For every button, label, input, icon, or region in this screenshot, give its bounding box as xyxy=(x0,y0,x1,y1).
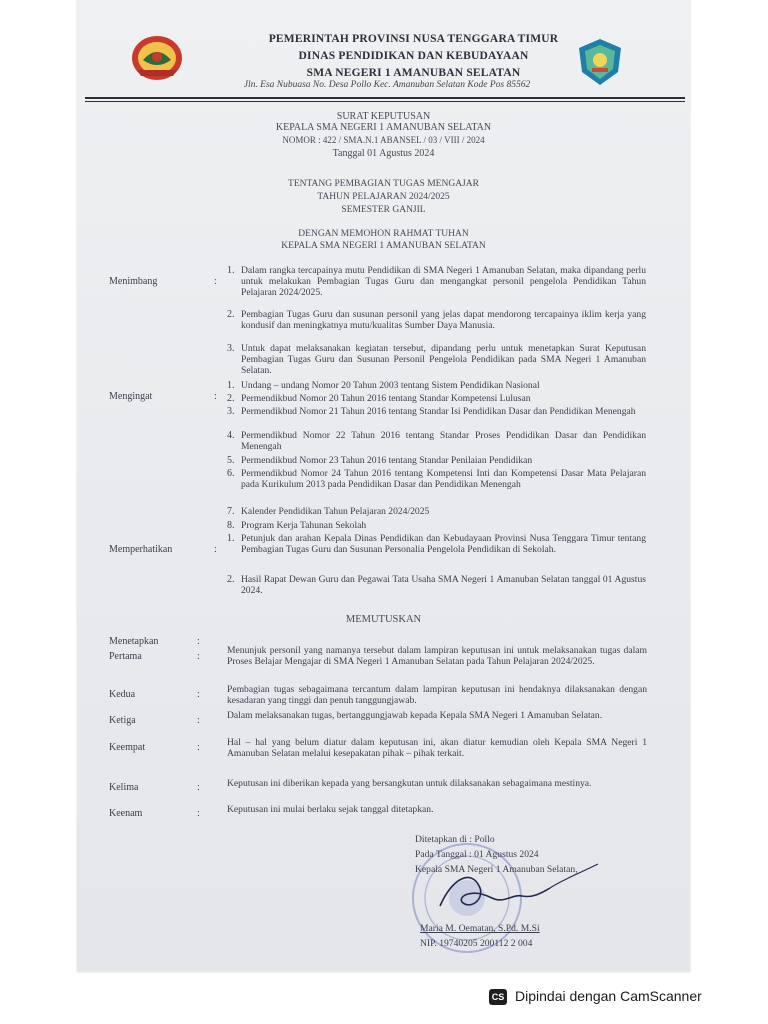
list-number: 1. xyxy=(227,380,235,391)
grace-line-2: KEPALA SMA NEGERI 1 AMANUBAN SELATAN xyxy=(281,241,486,251)
decree-title: SURAT KEPUTUSAN xyxy=(336,111,431,122)
mengingat-item: Permendikbud Nomor 21 Tahun 2016 tentang Standar Isi Pendidikan Dasar dan Pendidikan Menengah xyxy=(241,406,636,417)
signatory-nip: NIP. 19740205 200112 2 004 xyxy=(420,938,533,949)
letterhead-divider-thin xyxy=(85,101,685,102)
decision-text: Keputusan ini diberikan kepada yang bersangkutan untuk dilaksanakan sebagaimana mestinya. xyxy=(227,778,592,789)
section-colon: : xyxy=(197,782,200,793)
menimbang-item: Pembagian Tugas Guru dan susunan personil yang jelas dapat mendorong tercapainya iklim kerja yang kondusif dan meningkatnya mutu/kualitas Sumber Daya Manusia. xyxy=(241,309,646,332)
section-label-menimbang: Menimbang xyxy=(109,276,158,287)
list-number: 1. xyxy=(227,533,235,544)
camscanner-watermark xyxy=(485,981,755,1013)
decision-label: Keenam xyxy=(109,808,143,819)
grace-line-1: DENGAN MEMOHON RAHMAT TUHAN xyxy=(298,229,469,239)
scanned-document xyxy=(77,0,690,972)
mengingat-item: Permendikbud Nomor 23 Tahun 2016 tentang Standar Penilaian Pendidikan xyxy=(241,455,533,466)
mengingat-item: Permendikbud Nomor 22 Tahun 2016 tentang Standar Proses Pendidikan Dasar dan Pendidikan Menengah xyxy=(241,430,646,453)
subject-line-3: SEMESTER GANJIL xyxy=(341,205,426,215)
decision-label: Kelima xyxy=(109,782,139,793)
section-colon: : xyxy=(197,715,200,726)
section-colon: : xyxy=(197,689,200,700)
menimbang-item: Dalam rangka tercapainya mutu Pendidikan di SMA Negeri 1 Amanuban Selatan, maka dipandang perlu untuk melakukan Pembagian Tugas Guru dan mengangkat personil pengelola Pendidikan Tahun Pelajaran 2024/2025. xyxy=(241,265,646,299)
camscanner-icon: CS xyxy=(489,989,507,1005)
mengingat-item: Permendikbud Nomor 20 Tahun 2016 tentang Standar Kompetensi Lulusan xyxy=(241,393,531,404)
list-number: 8. xyxy=(227,520,235,531)
mengingat-item: Permendikbud Nomor 24 Tahun 2016 tentang Kompetensi Inti dan Kompetensi Dasar Mata Pelajaran pada Kurikulum 2013 pada Pendidikan Dasar dan Pendidikan Menengah xyxy=(241,468,646,491)
list-number: 3. xyxy=(227,406,235,417)
signature-place: Ditetapkan di : Pollo xyxy=(415,834,495,845)
mengingat-item: Program Kerja Tahunan Sekolah xyxy=(241,520,367,531)
section-colon: : xyxy=(214,544,217,555)
memperhatikan-item: Hasil Rapat Dewan Guru dan Pegawai Tata Usaha SMA Negeri 1 Amanuban Selatan tanggal 01 Agustus 2024. xyxy=(241,574,646,597)
subject-line-1: TENTANG PEMBAGIAN TUGAS MENGAJAR xyxy=(288,179,479,189)
section-colon: : xyxy=(197,742,200,753)
decree-date: Tanggal 01 Agustus 2024 xyxy=(332,148,435,159)
signature-date: Pada Tanggal : 01 Agustus 2024 xyxy=(415,849,539,860)
section-label-memperhatikan: Memperhatikan xyxy=(109,544,173,555)
list-number: 2. xyxy=(227,393,235,404)
section-colon: : xyxy=(197,636,200,647)
list-number: 5. xyxy=(227,455,235,466)
decision-label: Kedua xyxy=(109,689,136,700)
decision-text: Hal – hal yang belum diatur dalam keputusan ini, akan diatur kemudian oleh Kepala SMA Negeri 1 Amanuban Selatan melalui kesepakatan pihak – pihak terkait. xyxy=(227,737,647,760)
list-number: 1. xyxy=(227,265,235,276)
decision-text: Dalam melaksanakan tugas, bertanggungjawab kepada Kepala SMA Negeri 1 Amanuban Selatan. xyxy=(227,710,603,721)
section-colon: : xyxy=(214,276,217,287)
list-number: 2. xyxy=(227,309,235,320)
list-number: 3. xyxy=(227,343,235,354)
signature-title: Kepala SMA Negeri 1 Amanuban Selatan, xyxy=(415,864,578,875)
letterhead-address: Jln. Esa Nubuasa No. Desa Pollo Kec. Amanuban Selatan Kode Pos 85562 xyxy=(243,80,531,90)
memperhatikan-item: Petunjuk dan arahan Kepala Dinas Pendidikan dan Kebudayaan Provinsi Nusa Tenggara Timur tentang Pembagian Tugas Guru dan Susunan Personalia Pengelola Pendidikan di Sekolah. xyxy=(241,533,646,556)
handwritten-signature xyxy=(432,858,602,918)
list-number: 2. xyxy=(227,574,235,585)
letterhead-department: DINAS PENDIDIKAN DAN KEBUDAYAAN xyxy=(298,50,529,62)
signatory-name: Maria M. Oematan, S.Pd. M.Si xyxy=(420,923,540,934)
letterhead-government: PEMERINTAH PROVINSI NUSA TENGGARA TIMUR xyxy=(268,33,559,45)
list-number: 6. xyxy=(227,468,235,479)
decision-label: Keempat xyxy=(109,742,146,753)
mengingat-item: Kalender Pendidikan Tahun Pelajaran 2024/2025 xyxy=(241,506,430,517)
decree-issuer: KEPALA SMA NEGERI 1 AMANUBAN SELATAN xyxy=(275,122,492,133)
decision-text: Keputusan ini mulai berlaku sejak tanggal ditetapkan. xyxy=(227,804,434,815)
letterhead-school: SMA NEGERI 1 AMANUBAN SELATAN xyxy=(306,67,521,79)
decision-text: Menunjuk personil yang namanya tersebut dalam lampiran keputusan ini untuk melaksanakan tugas dalam Proses Belajar Mengajar di SMA Negeri 1 Amanuban Selatan pada Tahun Pelajaran 2024/2025. xyxy=(227,645,647,668)
label-menetapkan: Menetapkan xyxy=(109,636,159,647)
decision-heading: MEMUTUSKAN xyxy=(345,614,422,625)
menimbang-item: Untuk dapat melaksanakan kegiatan tersebut, dipandang perlu untuk menetapkan Surat Keputusan Pembagian Tugas Guru dan Susunan Personil Pengelola Pendidikan pada SMA Negeri 1 Amanuban Selatan. xyxy=(241,343,646,377)
letterhead-divider-thick xyxy=(85,97,685,99)
section-label-mengingat: Mengingat xyxy=(109,391,153,402)
mengingat-item: Undang – undang Nomor 20 Tahun 2003 tentang Sistem Pendidikan Nasional xyxy=(241,380,540,391)
camscanner-label: Dipindai dengan CamScanner xyxy=(515,988,702,1004)
decision-label: Ketiga xyxy=(109,715,136,726)
list-number: 4. xyxy=(227,430,235,441)
list-number: 7. xyxy=(227,506,235,517)
section-colon: : xyxy=(197,808,200,819)
section-colon: : xyxy=(197,651,200,662)
decision-text: Pembagian tugas sebagaimana tercantum dalam lampiran keputusan ini hendaknya dilaksanakan dengan kesadaran yang tinggi dan penuh tanggungjawab. xyxy=(227,684,647,707)
subject-line-2: TAHUN PELAJARAN 2024/2025 xyxy=(317,192,450,202)
section-colon: : xyxy=(214,391,217,402)
decree-number: NOMOR : 422 / SMA.N.1 ABANSEL / 03 / VIII / 2024 xyxy=(282,135,485,145)
decision-label: Pertama xyxy=(109,651,142,662)
